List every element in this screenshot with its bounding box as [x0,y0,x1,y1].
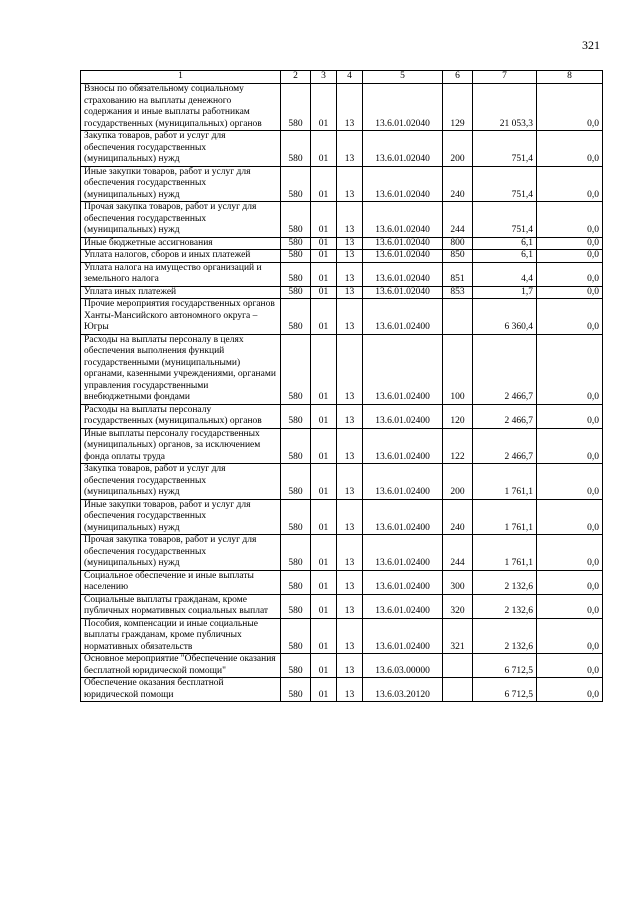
row-ministry-code: 580 [281,286,311,299]
row-target-code: 13.6.01.02040 [363,166,443,202]
row-section-code: 01 [311,237,337,250]
row-ministry-code: 580 [281,131,311,167]
table-row [81,202,603,238]
row-section-code: 01 [311,570,337,594]
row-expense-type: 120 [443,404,473,428]
row-subsection-code: 13 [337,250,363,263]
row-amount: 751,4 [473,202,537,238]
row-expense-type: 240 [443,499,473,535]
row-amount: 4,4 [473,262,537,286]
row-amount: 2 466,7 [473,428,537,464]
row-amount-2: 0,0 [537,404,603,428]
row-subsection-code: 13 [337,286,363,299]
table-row [81,166,603,202]
row-name: Иные закупки товаров, работ и услуг для обеспечения государственных (муниципальных) нужд [81,499,281,535]
row-amount-2: 0,0 [537,131,603,167]
row-subsection-code: 13 [337,404,363,428]
table-row [81,334,603,404]
row-name: Прочая закупка товаров, работ и услуг для обеспечения государственных (муниципальных) нужд [81,535,281,571]
row-name: Социальные выплаты гражданам, кроме публичных нормативных социальных выплат [81,594,281,618]
row-amount-2: 0,0 [537,250,603,263]
table-row [81,237,603,250]
row-subsection-code: 13 [337,299,363,335]
row-target-code: 13.6.01.02040 [363,286,443,299]
row-section-code: 01 [311,404,337,428]
row-target-code: 13.6.01.02400 [363,299,443,335]
row-target-code: 13.6.01.02400 [363,404,443,428]
row-subsection-code: 13 [337,464,363,500]
row-amount: 2 466,7 [473,334,537,404]
row-section-code: 01 [311,428,337,464]
row-section-code: 01 [311,464,337,500]
row-expense-type: 853 [443,286,473,299]
row-amount: 6,1 [473,237,537,250]
row-expense-type: 850 [443,250,473,263]
row-ministry-code: 580 [281,428,311,464]
row-amount: 1,7 [473,286,537,299]
row-ministry-code: 580 [281,202,311,238]
row-subsection-code: 13 [337,678,363,702]
row-ministry-code: 580 [281,237,311,250]
row-amount-2: 0,0 [537,299,603,335]
table-row [81,678,603,702]
row-name: Закупка товаров, работ и услуг для обеспечения государственных (муниципальных) нужд [81,464,281,500]
row-amount-2: 0,0 [537,166,603,202]
row-expense-type: 129 [443,84,473,131]
row-subsection-code: 13 [337,535,363,571]
row-name: Уплата налогов, сборов и иных платежей [81,250,281,263]
row-amount: 6 712,5 [473,654,537,678]
row-amount: 2 466,7 [473,404,537,428]
row-name: Социальное обеспечение и иные выплаты населению [81,570,281,594]
table-row [81,299,603,335]
row-expense-type: 200 [443,131,473,167]
row-ministry-code: 580 [281,678,311,702]
row-section-code: 01 [311,250,337,263]
row-amount: 2 132,6 [473,570,537,594]
row-target-code: 13.6.03.20120 [363,678,443,702]
row-target-code: 13.6.01.02400 [363,464,443,500]
row-target-code: 13.6.01.02400 [363,428,443,464]
row-name: Прочие мероприятия государственных органов Ханты-Мансийского автономного округа – Югры [81,299,281,335]
table-row [81,570,603,594]
row-expense-type: 244 [443,202,473,238]
column-header: 2 [281,71,311,84]
row-amount: 21 053,3 [473,84,537,131]
table-row [81,618,603,654]
table-row [81,286,603,299]
row-expense-type: 200 [443,464,473,500]
row-expense-type: 851 [443,262,473,286]
row-amount-2: 0,0 [537,464,603,500]
row-amount-2: 0,0 [537,84,603,131]
table-row [81,535,603,571]
column-header: 8 [537,71,603,84]
row-amount: 2 132,6 [473,618,537,654]
row-subsection-code: 13 [337,237,363,250]
row-ministry-code: 580 [281,404,311,428]
row-amount: 6 360,4 [473,299,537,335]
row-name: Иные выплаты персоналу государственных (муниципальных) органов, за исключением фонда оплаты труда [81,428,281,464]
row-name: Уплата иных платежей [81,286,281,299]
row-amount-2: 0,0 [537,286,603,299]
column-header: 4 [337,71,363,84]
column-header: 5 [363,71,443,84]
row-amount-2: 0,0 [537,678,603,702]
row-section-code: 01 [311,131,337,167]
row-subsection-code: 13 [337,202,363,238]
row-name: Пособия, компенсации и иные социальные выплаты гражданам, кроме публичных нормативных обязательств [81,618,281,654]
row-expense-type: 122 [443,428,473,464]
row-expense-type: 240 [443,166,473,202]
table-row [81,84,603,131]
table-row [81,499,603,535]
row-ministry-code: 580 [281,84,311,131]
budget-table [80,70,603,702]
row-name: Прочая закупка товаров, работ и услуг для обеспечения государственных (муниципальных) нужд [81,202,281,238]
table-row [81,131,603,167]
row-name: Уплата налога на имущество организаций и земельного налога [81,262,281,286]
column-header: 7 [473,71,537,84]
row-amount: 6 712,5 [473,678,537,702]
row-expense-type [443,678,473,702]
row-target-code: 13.6.01.02400 [363,570,443,594]
row-target-code: 13.6.01.02400 [363,618,443,654]
row-section-code: 01 [311,202,337,238]
row-amount-2: 0,0 [537,594,603,618]
column-header: 3 [311,71,337,84]
row-ministry-code: 580 [281,654,311,678]
column-header: 1 [81,71,281,84]
row-name: Обеспечение оказания бесплатной юридической помощи [81,678,281,702]
row-section-code: 01 [311,654,337,678]
row-amount: 6,1 [473,250,537,263]
row-subsection-code: 13 [337,166,363,202]
row-ministry-code: 580 [281,535,311,571]
row-name: Расходы на выплаты персоналу в целях обеспечения выполнения функций государственными (муниципальными) органами, казенными учреждениями, органами управления государственными внебюджетными фондами [81,334,281,404]
table-row [81,594,603,618]
row-ministry-code: 580 [281,618,311,654]
table-row [81,404,603,428]
row-subsection-code: 13 [337,131,363,167]
row-section-code: 01 [311,166,337,202]
row-amount-2: 0,0 [537,334,603,404]
row-target-code: 13.6.01.02400 [363,594,443,618]
row-name: Основное мероприятие "Обеспечение оказания бесплатной юридической помощи" [81,654,281,678]
row-expense-type: 300 [443,570,473,594]
row-subsection-code: 13 [337,428,363,464]
table-header-row [81,71,603,84]
row-ministry-code: 580 [281,464,311,500]
table-row [81,428,603,464]
row-ministry-code: 580 [281,334,311,404]
row-target-code: 13.6.01.02400 [363,535,443,571]
row-section-code: 01 [311,618,337,654]
row-expense-type: 100 [443,334,473,404]
row-amount: 1 761,1 [473,499,537,535]
row-section-code: 01 [311,84,337,131]
row-name: Иные бюджетные ассигнования [81,237,281,250]
row-amount-2: 0,0 [537,570,603,594]
row-ministry-code: 580 [281,499,311,535]
row-amount-2: 0,0 [537,654,603,678]
row-target-code: 13.6.01.02040 [363,250,443,263]
row-subsection-code: 13 [337,570,363,594]
row-section-code: 01 [311,299,337,335]
table-row [81,654,603,678]
page-number: 321 [582,38,600,52]
table-row [81,262,603,286]
row-subsection-code: 13 [337,84,363,131]
row-amount-2: 0,0 [537,618,603,654]
row-expense-type: 800 [443,237,473,250]
row-name: Взносы по обязательному социальному страхованию на выплаты денежного содержания и иные выплаты работникам государственных (муниципальных) органов [81,84,281,131]
row-section-code: 01 [311,535,337,571]
row-ministry-code: 580 [281,570,311,594]
row-amount-2: 0,0 [537,428,603,464]
row-amount-2: 0,0 [537,535,603,571]
row-ministry-code: 580 [281,299,311,335]
row-name: Расходы на выплаты персоналу государственных (муниципальных) органов [81,404,281,428]
row-name: Закупка товаров, работ и услуг для обеспечения государственных (муниципальных) нужд [81,131,281,167]
row-target-code: 13.6.01.02040 [363,202,443,238]
row-amount: 751,4 [473,166,537,202]
row-ministry-code: 580 [281,262,311,286]
table-row [81,250,603,263]
row-name: Иные закупки товаров, работ и услуг для обеспечения государственных (муниципальных) нужд [81,166,281,202]
row-subsection-code: 13 [337,499,363,535]
row-ministry-code: 580 [281,250,311,263]
row-target-code: 13.6.01.02040 [363,262,443,286]
row-subsection-code: 13 [337,594,363,618]
row-expense-type: 321 [443,618,473,654]
row-amount: 1 761,1 [473,535,537,571]
table-row [81,464,603,500]
row-amount-2: 0,0 [537,202,603,238]
row-ministry-code: 580 [281,166,311,202]
row-expense-type: 320 [443,594,473,618]
row-expense-type: 244 [443,535,473,571]
row-section-code: 01 [311,334,337,404]
row-target-code: 13.6.01.02400 [363,334,443,404]
row-ministry-code: 580 [281,594,311,618]
row-subsection-code: 13 [337,262,363,286]
row-section-code: 01 [311,594,337,618]
row-target-code: 13.6.01.02040 [363,237,443,250]
column-header: 6 [443,71,473,84]
row-section-code: 01 [311,286,337,299]
row-target-code: 13.6.01.02040 [363,131,443,167]
row-target-code: 13.6.01.02040 [363,84,443,131]
row-amount-2: 0,0 [537,499,603,535]
row-amount-2: 0,0 [537,262,603,286]
row-target-code: 13.6.03.00000 [363,654,443,678]
row-amount: 2 132,6 [473,594,537,618]
row-section-code: 01 [311,678,337,702]
row-expense-type [443,299,473,335]
row-section-code: 01 [311,262,337,286]
row-amount: 1 761,1 [473,464,537,500]
row-amount: 751,4 [473,131,537,167]
row-expense-type [443,654,473,678]
row-subsection-code: 13 [337,618,363,654]
row-subsection-code: 13 [337,334,363,404]
row-target-code: 13.6.01.02400 [363,499,443,535]
row-section-code: 01 [311,499,337,535]
row-subsection-code: 13 [337,654,363,678]
row-amount-2: 0,0 [537,237,603,250]
